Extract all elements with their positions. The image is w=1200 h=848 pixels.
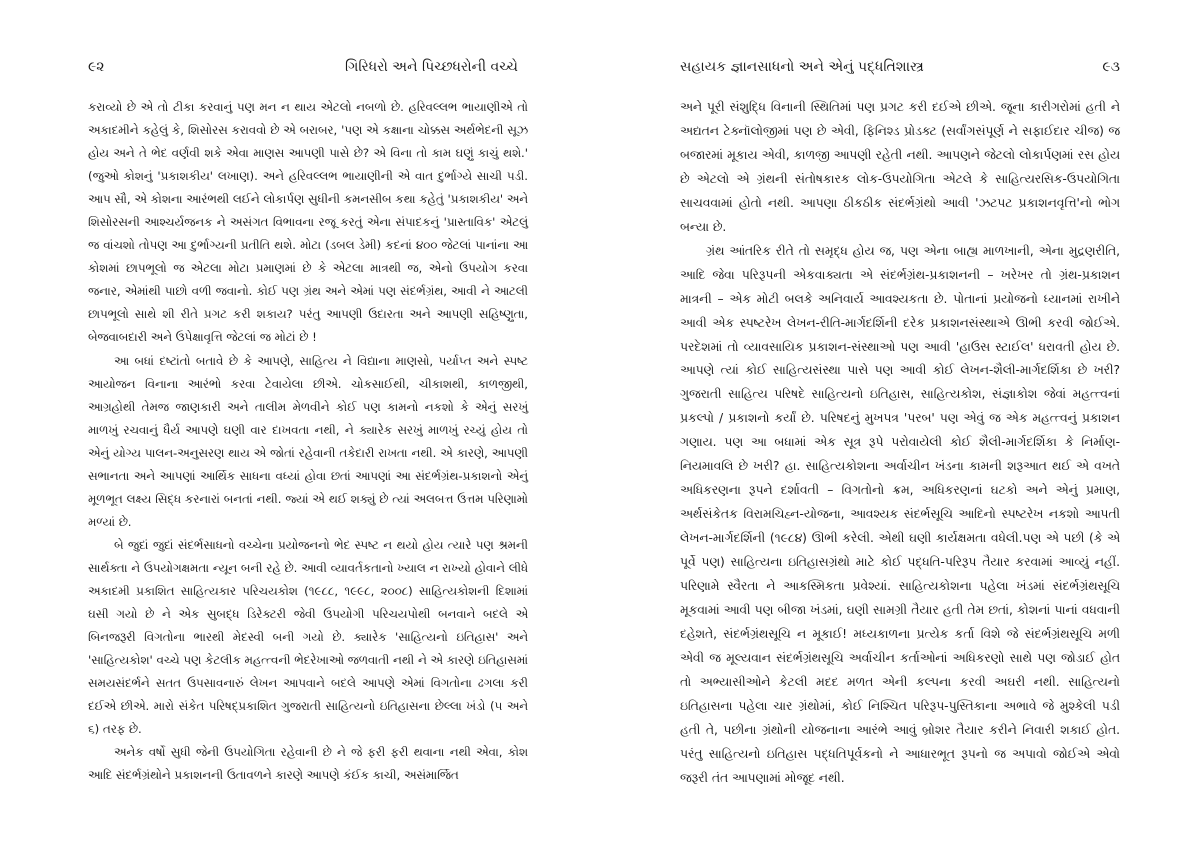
left-page	[88, 0, 528, 848]
right-page	[680, 0, 1120, 848]
right-page-body	[680, 96, 1120, 791]
right-running-title: સહાયક જ્ઞાનસાધનો અને એનું પદ્ધતિશાસ્ત્ર	[680, 59, 924, 75]
right-page-number: ૯૩	[1102, 59, 1120, 75]
paragraph: ગ્રંથ આંતરિક રીતે તો સમૃદ્ધ હોય જ, પણ એના બાહ્ય માળખાની, એના મુદ્રણરીતિ, આદિ જેવા પરિરૂપની એકવાક્યતા એ સંદર્ભગ્રંથ-પ્રકાશનની – ખરેખર તો ગ્રંથ-પ્રકાશન માત્રની – એક મોટી બલકે અનિવાર્ય આવશ્યકતા છે. પોતાનાં પ્રયોજનો ધ્યાનમાં રાખીને આવી એક સ્પષ્ટરેખ લેખન-રીતિ-માર્ગદર્શિની દરેક પ્રકાશનસંસ્થાએ ઊભી કરવી જોઈએ. પરદેશમાં તો વ્યાવસાયિક પ્રકાશન-સંસ્થાઓ પણ આવી 'હાઉસ સ્ટાઈલ' ધરાવતી હોય છે. આપણે ત્યાં કોઈ સાહિત્યસંસ્થા પાસે પણ આવી કોઈ લેખન-શૈલી-માર્ગદર્શિકા છે ખરી? ગુજરાતી સાહિત્ય પરિષદે સાહિત્યનો ઇતિહાસ, સાહિત્યકોશ, સંજ્ઞાકોશ જેવાં મહત્ત્વનાં પ્રકલ્પો / પ્રકાશનો કર્યાં છે. પરિષદનું મુખપત્ર 'પરબ' પણ એવું જ એક મહત્ત્વનું પ્રકાશન ગણાય. પણ આ બધામાં એક સૂત્ર રૂપે પરોવાયેલી કોઈ શૈલી-માર્ગદર્શિકા કે નિર્માણ-નિયમાવલિ છે ખરી? હા. સાહિત્યકોશના અર્વાચીન ખંડના કામની શરૂઆત થઈ એ વખતે અધિકરણના રૂપને દર્શાવતી – વિગતોનો ક્રમ, અધિકરણનાં ઘટકો અને એનું પ્રમાણ, અર્થસંકેતક વિરામચિહ્ન-યોજના, આવશ્યક સંદર્ભસૂચિ આદિનો સ્પષ્ટરેખ નકશો આપતી લેખન-માર્ગદર્શિની (૧૯૮૪) ઊભી કરેલી. એથી ઘણી કાર્યક્ષમતા વધેલી.પણ એ પછી (કે એ પૂર્વે પણ) સાહિત્યના ઇતિહાસગ્રંથો માટે કોઈ પદ્ધતિ-પરિરૂપ તૈયાર કરવામાં આવ્યું નહીં. પરિણામે સ્વૈરતા ને આકસ્મિકતા પ્રવેશ્યાં. સાહિત્યકોશના પહેલા ખંડમાં સંદર્ભગ્રંથસૂચિ મૂકવામાં આવી પણ બીજા ખંડમાં, ઘણી સામગ્રી તૈયાર હતી તેમ છતાં, કોશનાં પાનાં વધવાની દહેશતે, સંદર્ભગ્રંથસૂચિ ન મૂકાઈ! મધ્યકાળના પ્રત્યેક કર્તા વિશે જે સંદર્ભગ્રંથસૂચિ મળી એવી જ મૂલ્યવાન સંદર્ભગ્રંથસૂચિ અર્વાચીન કર્તાઓનાં અધિકરણો સાથે પણ જોડાઈ હોત તો અભ્યાસીઓને કેટલી મદદ મળત એની કલ્પના કરવી અઘરી નથી. સાહિત્યનો ઇતિહાસના પહેલા ચાર ગ્રંથોમાં, કોઈ નિશ્ચિત પરિરૂપ-પુસ્તિકાના અભાવે જે મુશ્કેલી પડી હતી તે, પછીના ગ્રંથોની યોજનાના આરંભે આવું બ્રોશર તૈયાર કરીને નિવારી શકાઈ હોત. પરંતુ સાહિત્યનો ઇતિહાસ પદ્ધતિપૂર્વકનો ને આધારભૂત રૂપનો જ અપાવો જોઈએ એવો જરૂરી તંત આપણામાં મોજૂદ નથી.	[680, 243, 1120, 785]
paragraph: આ બધાં દષ્ટાંતો બતાવે છે કે આપણે, સાહિત્ય ને વિદ્યાના માણસો, પર્યાપ્ત અને સ્પષ્ટ આયોજન વિનાના આરંભો કરવા ટેવાયેલા છીએ. ચોકસાઈથી, ચીકાશથી, કાળજીથી, આગ્રહોથી તેમજ જાણકારી અને તાલીમ મેળવીને કોઈ પણ કામનો નકશો કે એનું સરખું માળખું રચવાનું ધૈર્ય આપણે ઘણી વાર દાખવતા નથી, ને ક્યારેક સરખું માળખું રચ્યું હોય તો એનું યોગ્ય પાલન-અનુસરણ થાય એ જોતાં રહેવાની તકેદારી રાખતા નથી. એ કારણે, આપણી સભાનતા અને આપણાં આર્થિક સાધના વધ્યાં હોવા છતાં આપણાં આ સંદર્ભગ્રંથ-પ્રકાશનો એનું મૂળભૂત લક્ષ્ય સિદ્ધ કરનારાં બનતાં નથી. જ્યાં એ થઈ શક્યું છે ત્યાં અલબત્ત ઉત્તમ પરિણામો મળ્યાં છે.	[88, 353, 528, 529]
left-page-number: ૯૨	[88, 59, 105, 75]
paragraph: બે જુદાં જુદાં સંદર્ભસાધનો વચ્ચેના પ્રયોજનનો ભેદ સ્પષ્ટ ન થયો હોય ત્યારે પણ શ્રમની સાર્થક્તા ને ઉપયોગક્ષમતા ન્યૂન બની રહે છે. આવી વ્યાવર્તકતાનો ખ્યાલ ન રાખ્યો હોવાને લીધે અકાદમી પ્રકાશિત સાહિત્યકાર પરિચયકોશ (૧૯૮૮, ૧૯૯૮, ૨૦૦૮) સાહિત્યકોશની દિશામાં ઘસી ગયો છે ને એક સુબદ્ધ ડિરેક્ટરી જેવી ઉપયોગી પરિચયપોથી બનવાને બદલે એ બિનજરૂરી વિગતોના ભારથી મેદસ્વી બની ગયો છે. ક્યારેક 'સાહિત્યનો ઇતિહાસ' અને 'સાહિત્યકોશ' વચ્ચે પણ કેટલીક મહત્ત્વની ભેદરેખાઓ જળવાતી નથી ને એ કારણે ઇતિહાસમાં સમયસંદર્ભને સતત ઉપસાવનારું લેખન આપવાને બદલે આપણે એમાં વિગતોના ઢગલા કરી દઈએ છીએ. મારો સંકેત પરિષદ્‌પ્રકાશિત ગુજરાતી સાહિત્યનો ઇતિહાસના છેલ્લા ખંડો (૫ અને ૬) તરફ છે.	[88, 537, 528, 737]
paragraph: અને પૂરી સંશુદ્ધિ વિનાની સ્થિતિમાં પણ પ્રગટ કરી દઈએ છીએ. જૂના કારીગરોમાં હતી ને અદ્યતન ટેક્નૉલોજીમાં પણ છે એવી, ફિનિશ્ડ પ્રોડક્ટ (સર્વાંગસંપૂર્ણ ને સફાઈદાર ચીજ) જ બજારમાં મૂકાય એવી, કાળજી આપણી રહેતી નથી. આપણને જેટલો લોકાર્પણમાં રસ હોય છે એટલો એ ગ્રંથની સંતોષકારક લોક-ઉપયોગિતા એટલે કે સાહિત્યરસિક-ઉપયોગિતા સાચવવામાં હોતો નથી. આપણા ઠીકઠીક સંદર્ભગ્રંથો આવી 'ઝટપટ પ્રકાશનવૃત્તિ'નો ભોગ બન્યા છે.	[680, 100, 1120, 234]
paragraph: અનેક વર્ષો સુધી જેની ઉપયોગિતા રહેવાની છે ને જે ફરી ફરી થવાના નથી એવા, કોશ આદિ સંદર્ભગ્રંથોને પ્રકાશનની ઉતાવળને કારણે આપણે કંઈક કાચી, અસંમાર્જિત	[88, 745, 528, 783]
right-page-header	[680, 56, 1120, 78]
left-page-body	[88, 96, 528, 787]
left-page-header	[88, 56, 528, 78]
left-running-title: ગિરિધરો અને પિચ્છધરોની વચ્ચે	[344, 59, 518, 75]
paragraph: કરાવ્યો છે એ તો ટીકા કરવાનું પણ મન ન થાય એટલો નબળો છે. હરિવલ્લભ ભાયાણીએ તો અકાદમીને કહેલું કે, શિસોરસ કરાવવો છે એ બરાબર, 'પણ એ કક્ષાના ચોક્કસ અર્થભેદની સૂઝ હોય અને તે ભેદ વર્ણવી શકે એવા માણસ આપણી પાસે છે? એ વિના તો કામ ઘણું કાચું થશે.' (જુઓ કોશનું 'પ્રકાશકીય' લખાણ). અને હરિવલ્લભ ભાયાણીની એ વાત દુર્ભાગ્યે સાચી પડી. આપ સૌ, એ કોશના આરંભથી લઈને લોકાર્પણ સુધીની કમનસીબ કથા કહેતું 'પ્રકાશકીય' અને શિસોરસની આશ્ચર્યજનક ને અસંગત વિભાવના રજૂ કરતું એના સંપાદકનું 'પ્રાસ્તાવિક' એટલું જ વાંચશો તોપણ આ દુર્ભાગ્યની પ્રતીતિ થશે. મોટા (ડબલ ડેમી) કદનાં ૪૦૦ જેટલાં પાનાંના આ કોશમાં છાપભૂલો જ એટલા મોટા પ્રમાણમાં છે કે એટલા માત્રથી જ, એનો ઉપયોગ કરવા જનાર, એમાંથી પાછો વળી જવાનો. કોઈ પણ ગ્રંથ અને એમાં પણ સંદર્ભગ્રંથ, આવી ને આટલી છાપભૂલો સાથે શી રીતે પ્રગટ કરી શકાય? પરંતુ આપણી ઉદારતા અને આપણી સહિષ્ણુતા, બેજવાબદારી અને ઉપેક્ષાવૃત્તિ જેટલાં જ મોટાં છે !	[88, 100, 528, 345]
